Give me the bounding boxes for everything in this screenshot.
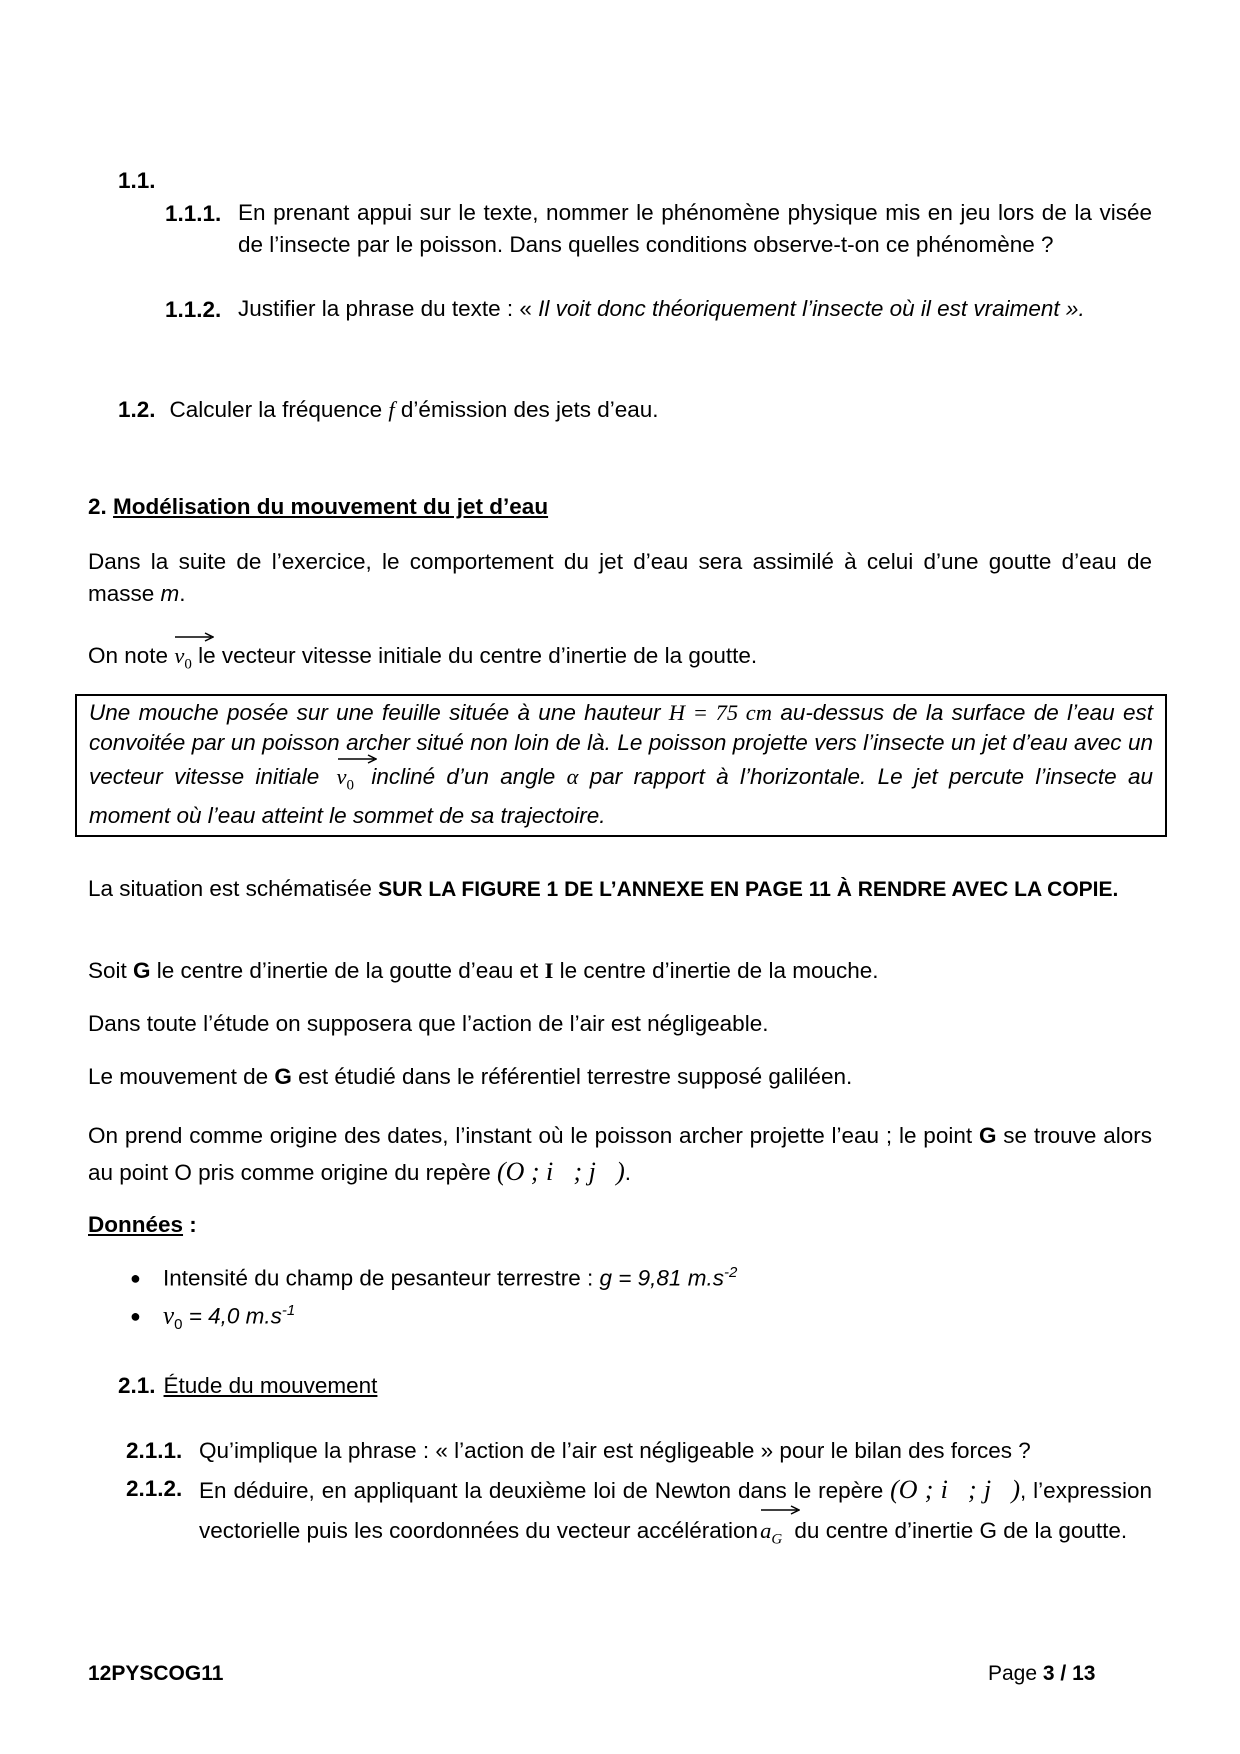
v0-data: $v_0 = 4,0$ $m.s^{-1}$ — [163, 1302, 296, 1333]
question-1-1-number: 1.1. — [118, 168, 156, 193]
question-2-1-2-text: En déduire, en appliquant la deuxième loi de Newton dans le repère (O ; i⃗; j⃗), l’expression vectorielle puis les coordonnées du vecteur accélération $a_G$ du centre d’inertie G de la goutte. — [199, 1472, 1152, 1558]
repere-notation: (O ; i⃗; j⃗) — [890, 1475, 1020, 1504]
v0-definition: On note $v_0$ le vecteur vitesse initiale du centre d’inertie de la goutte. — [88, 636, 757, 681]
vector-arrow-icon — [760, 1505, 800, 1515]
question-2-1-2-number: 2.1.2. — [126, 1476, 183, 1501]
vector-arrow-icon — [174, 632, 214, 642]
question-1-1-1-number: 1.1.1. — [165, 201, 222, 226]
question-2-1-1-number: 2.1.1. — [126, 1438, 183, 1463]
vector-arrow-icon — [337, 754, 377, 764]
air-paragraph: Dans toute l’étude on supposera que l’action de l’air est négligeable. — [88, 1011, 769, 1036]
gravity-data: Intensité du champ de pesanteur terrestre : g = 9,81 $m.s^{-2}$ — [163, 1264, 738, 1291]
context-box: Une mouche posée sur une feuille située à une hauteur H = 75 cm au-dessus de la surface de l’eau est convoitée par un poisson archer situé non loin de là. Le poisson projette vers l’insecte un jet d’eau avec un vecteur vitesse initiale $v_0$ incliné d’un angle α par rapport à l’horizontale. Le jet percute l’insecte au moment où l’eau atteint le sommet de sa trajectoire. — [75, 694, 1167, 837]
v0-vector: $v_0$ — [174, 636, 192, 681]
origine-paragraph: On prend comme origine des dates, l’instant où le poisson archer projette l’eau ; le point G se trouve alors au point O pris comme origine du repère (O ; i⃗; j⃗). — [88, 1123, 1152, 1186]
subsection-2-1-heading: 2.1. Étude du mouvement — [118, 1373, 378, 1398]
bullet-icon: ● — [130, 1268, 141, 1288]
acceleration-vector: $a_G$ — [760, 1509, 782, 1558]
page-number: Page 3 / 13 — [988, 1662, 1096, 1685]
mouvement-paragraph: Le mouvement de G est étudié dans le référentiel terrestre supposé galiléen. — [88, 1064, 853, 1089]
bullet-icon: ● — [130, 1306, 141, 1326]
question-1-1-2-number: 1.1.2. — [165, 297, 222, 322]
situation-paragraph: La situation est schématisée SUR LA FIGURE 1 DE L’ANNEXE EN PAGE 11 À RENDRE AVEC LA COPIE. — [88, 876, 1119, 901]
soit-paragraph: Soit G le centre d’inertie de la goutte d’eau et I le centre d’inertie de la mouche. — [88, 958, 879, 983]
document-code: 12PYSCOG11 — [88, 1662, 224, 1685]
question-1-2: 1.2. Calculer la fréquence f d’émission des jets d’eau. — [118, 397, 659, 422]
height-value: H = 75 cm — [668, 700, 773, 725]
donnees-heading: Données : — [88, 1212, 197, 1237]
quoted-sentence: Il voit donc théoriquement l’insecte où il est vraiment ». — [538, 296, 1085, 321]
section-2-heading: 2. Modélisation du mouvement du jet d’eau — [88, 494, 549, 519]
question-1-1-1-text: En prenant appui sur le texte, nommer le phénomène physique mis en jeu lors de la visée de l’insecte par le poisson. Dans quelles conditions observe-t-on ce phénomène ? — [238, 200, 1152, 257]
question-2-1-1-text: Qu’implique la phrase : « l’action de l’air est négligeable » pour le bilan des forces ? — [199, 1438, 1031, 1463]
question-1-1-2-text: Justifier la phrase du texte : « Il voit donc théoriquement l’insecte où il est vraiment ». — [238, 296, 1085, 321]
v0-vector: $v_0$ — [337, 758, 355, 801]
repere-notation: (O ; i⃗; j⃗) — [496, 1157, 625, 1186]
intro-paragraph: Dans la suite de l’exercice, le comportement du jet d’eau sera assimilé à celui d’une goutte d’eau de masse m. — [88, 549, 1152, 606]
